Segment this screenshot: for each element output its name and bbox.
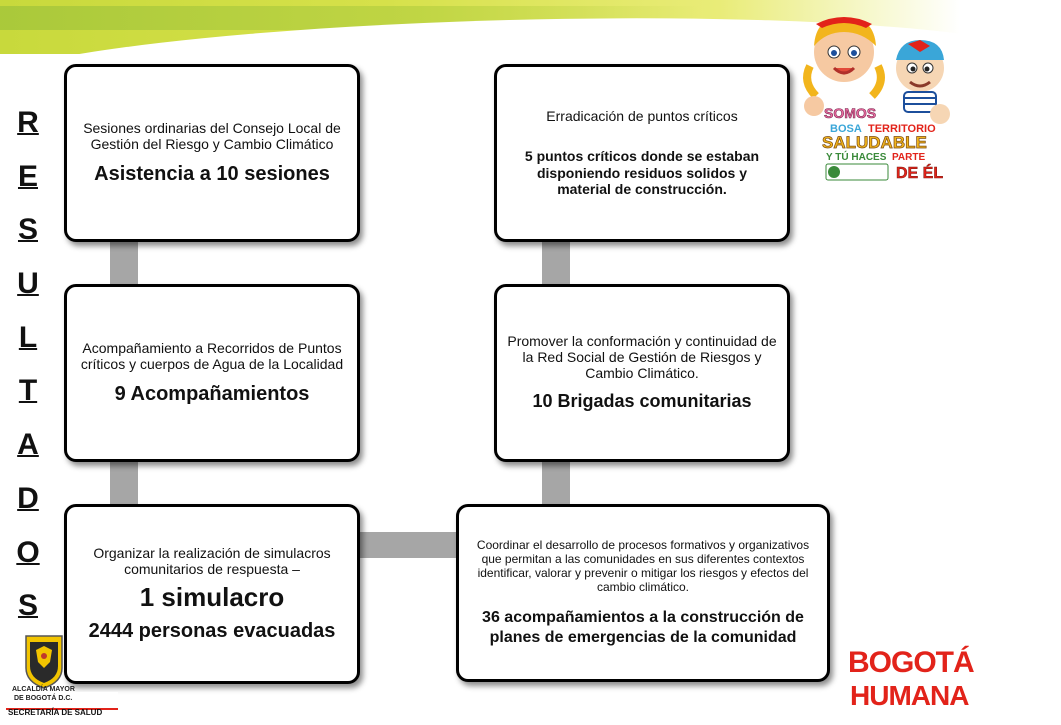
- box-description: Sesiones ordinarias del Consejo Local de Gestión del Riesgo y Cambio Climático: [83, 119, 341, 152]
- title-letter: D: [17, 481, 39, 515]
- mascot-text: Y TÚ HACES: [826, 152, 887, 163]
- box-result: 36 acompañamientos a la construcción de planes de emergencias de la comunidad: [482, 609, 804, 646]
- result-box-puntos-criticos: [494, 64, 790, 242]
- title-letter: L: [18, 320, 38, 354]
- mascot-text: DE ÉL: [896, 165, 944, 182]
- alcaldia-line2: DE BOGOTÁ D.C.: [14, 695, 73, 702]
- title-letter: S: [17, 589, 38, 623]
- title-letter: O: [16, 535, 40, 569]
- result-box-red-social: [494, 284, 790, 462]
- title-letter: U: [17, 267, 39, 301]
- box-result: 5 puntos críticos donde se estaban disponiendo residuos solidos y material de construcción.: [524, 147, 760, 198]
- bogota-humana-logo: [826, 646, 974, 720]
- mascot-text: SOMOS: [824, 105, 877, 121]
- box-description: Acompañamiento a Recorridos de Puntos críticos y cuerpos de Agua de la Localidad: [80, 339, 344, 372]
- result-box-procesos-formativos: [456, 504, 830, 682]
- humana-wordmark: HUMANA: [850, 680, 969, 711]
- box-description: Coordinar el desarrollo de procesos formativos y organizativos que permitan a las comunidades en sus diferentes contextos identificar, valorar y prevenir o mitigar los riesgos y efectos del cambio climático.: [476, 538, 810, 594]
- box-description: Erradicación de puntos críticos: [546, 107, 738, 124]
- result-box-consejo-local: [64, 64, 360, 242]
- mascot-text: TERRITORIO: [868, 123, 936, 135]
- box-description: Promover la conformación y continuidad de la Red Social de Gestión de Riesgos y Cambio Climático.: [507, 333, 777, 382]
- secretaria-salud-label: SECRETARÍA DE SALUD: [8, 708, 103, 717]
- coat-of-arms-icon: [6, 628, 118, 720]
- title-letter: R: [17, 106, 39, 139]
- box-result: Asistencia a 10 sesiones: [94, 163, 330, 186]
- box-result-evacuadas: 2444 personas evacuadas: [88, 619, 336, 642]
- box-result-simulacro: 1 simulacro: [139, 581, 285, 612]
- connector-bottom-horizontal: [354, 532, 462, 558]
- box-result: 9 Acompañamientos: [114, 383, 310, 406]
- result-box-recorridos: [64, 284, 360, 462]
- bosa-saludable-mascot-logo: [796, 6, 956, 182]
- bogota-wordmark: BOGOTÁ: [848, 646, 974, 679]
- title-letter: A: [17, 428, 39, 462]
- mascot-text: SALUDABLE: [822, 133, 927, 152]
- box-description: Organizar la realización de simulacros comunitarios de respuesta –: [93, 545, 331, 578]
- box-result: 10 Brigadas comunitarias: [532, 391, 752, 412]
- mascot-text: PARTE: [892, 152, 926, 163]
- alcaldia-line1: ALCALDÍA MAYOR: [12, 686, 75, 693]
- mascot-text: BOSA: [830, 123, 862, 135]
- alcaldia-secretaria-salud-logo: [6, 628, 118, 720]
- title-letter: E: [17, 159, 38, 193]
- resultados-vertical-title: [8, 96, 48, 633]
- title-letter: T: [18, 374, 38, 408]
- title-letter: S: [17, 213, 38, 247]
